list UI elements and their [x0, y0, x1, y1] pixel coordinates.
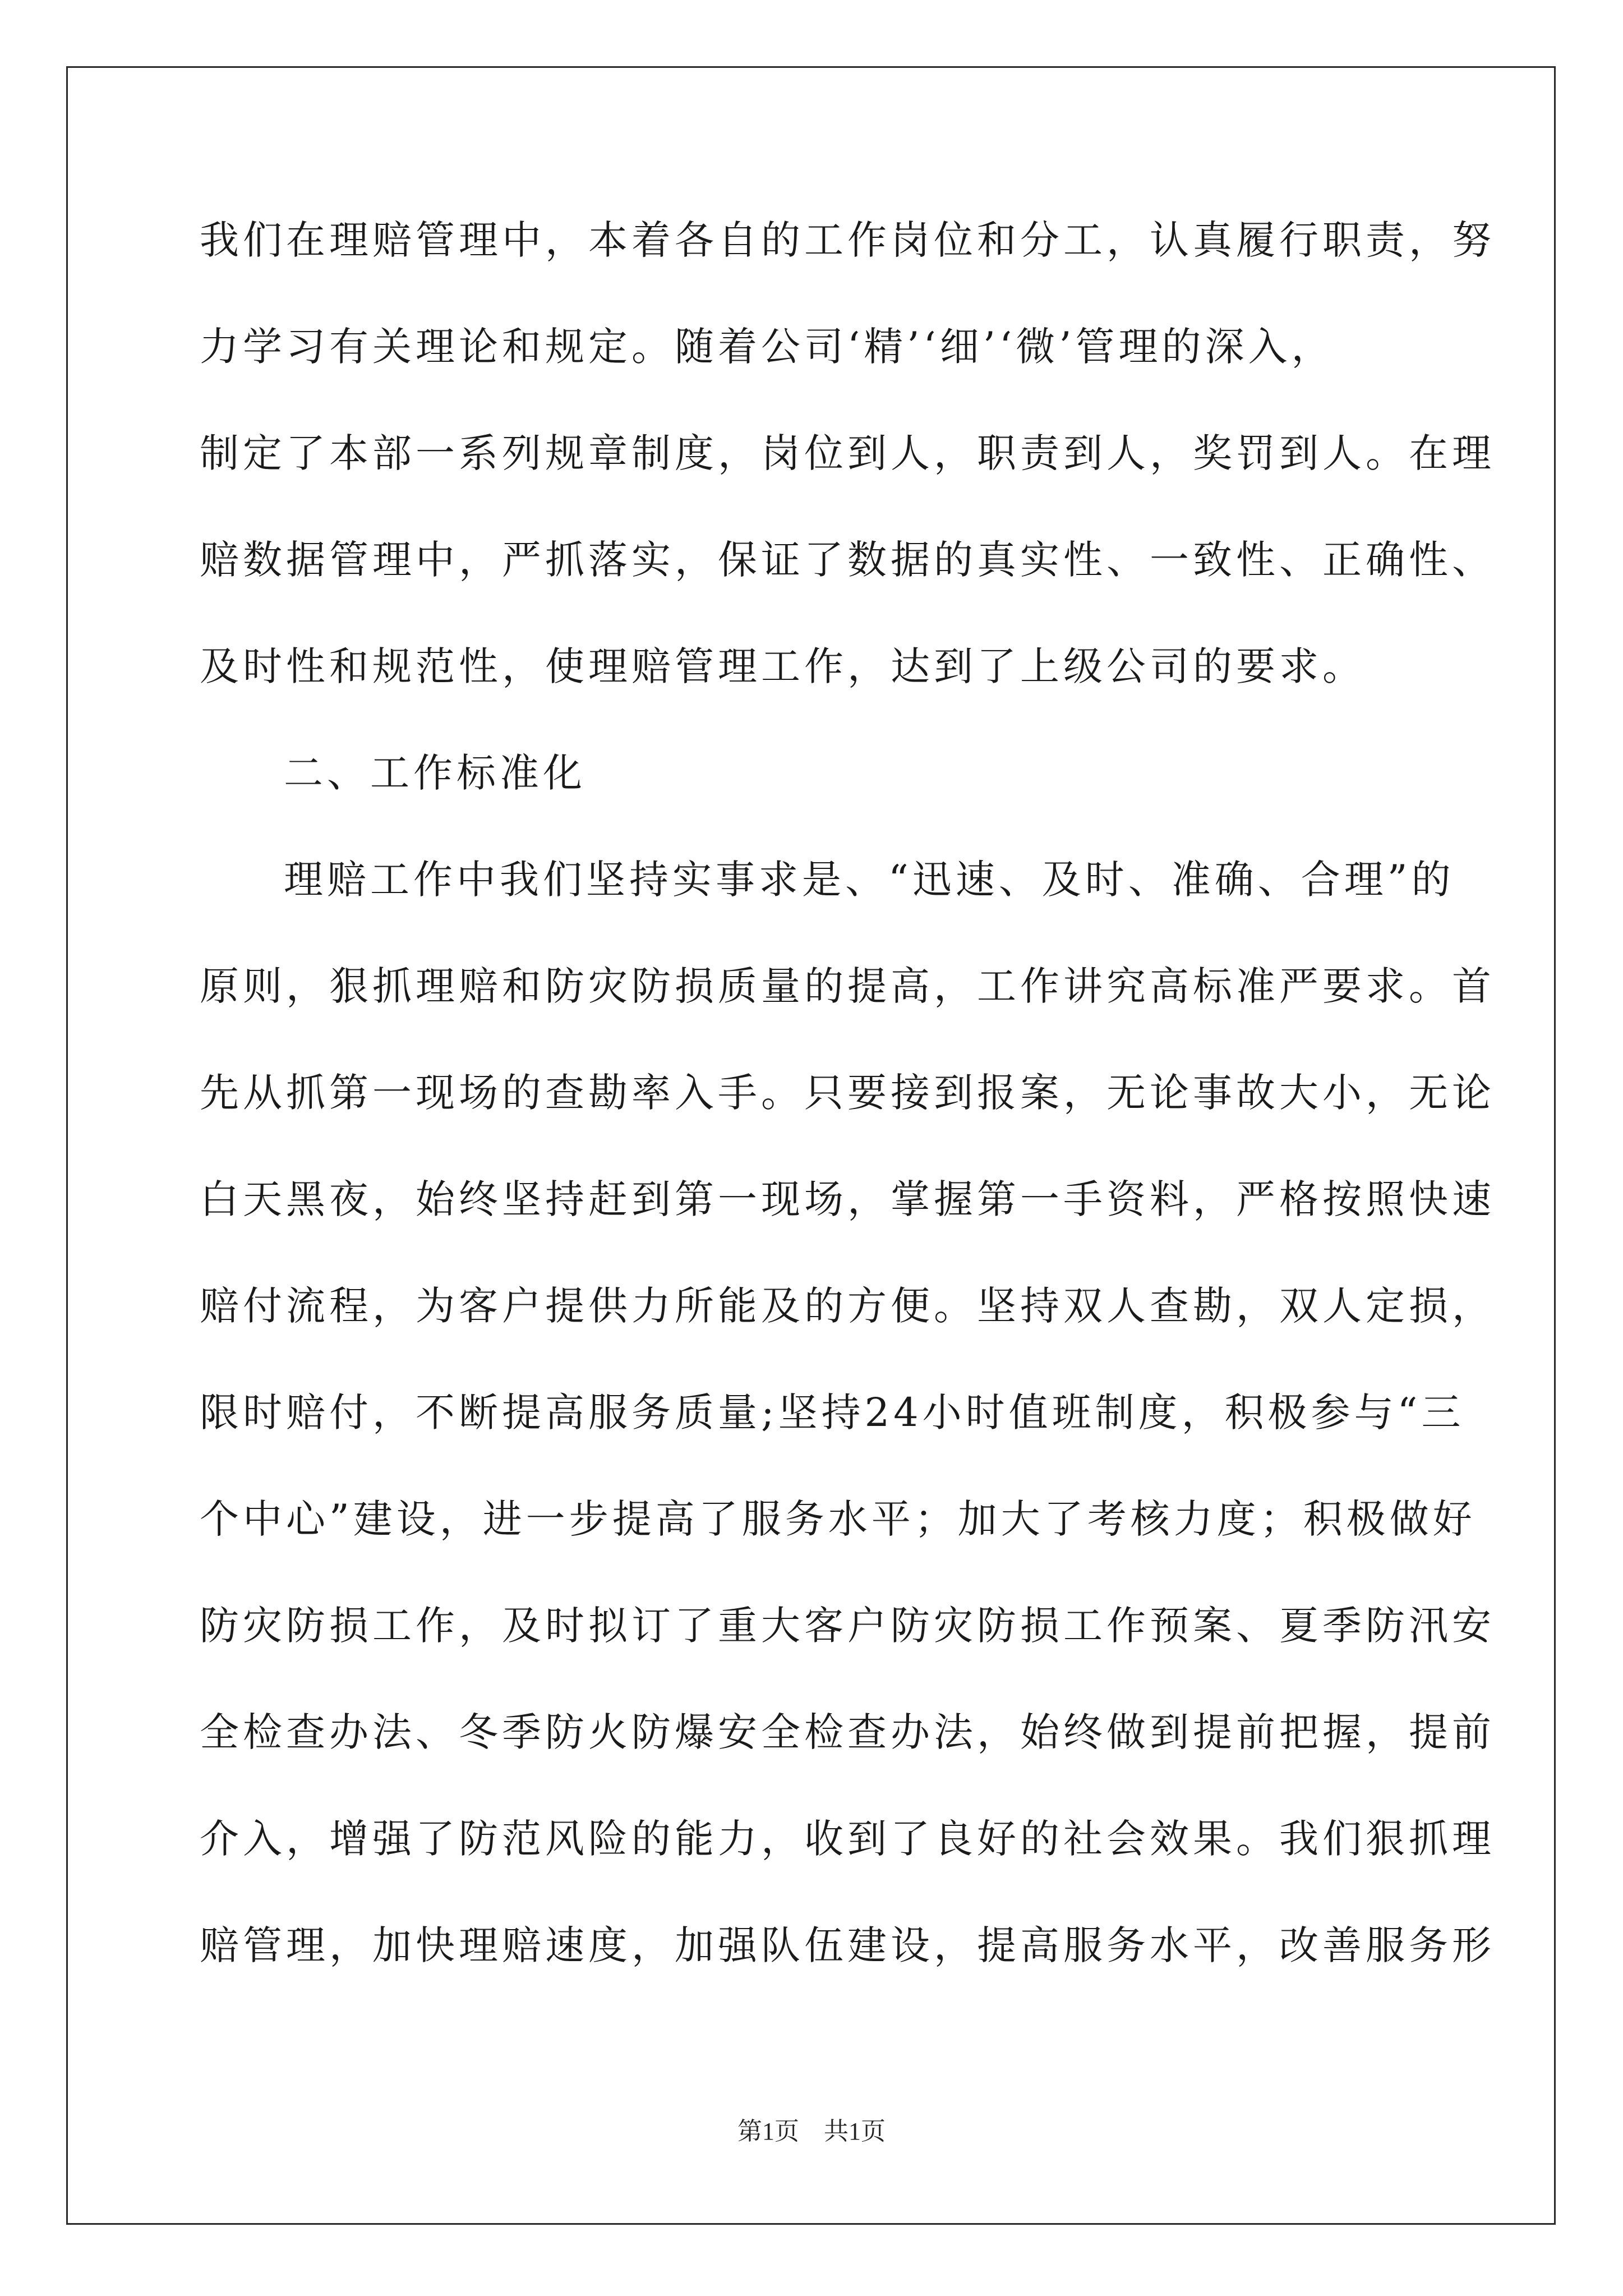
paragraph-line: 限时赔付，不断提高服务质量;坚持24小时值班制度，积极参与“三 [200, 1389, 1465, 1435]
page-number-footer: 第1页 共1页 [737, 2118, 886, 2145]
paragraph-line: 理赔工作中我们坚持实事求是、“迅速、及时、准确、合理”的 [284, 857, 1455, 903]
paragraph-line: 及时性和规范性，使理赔管理工作，达到了上级公司的要求。 [200, 643, 1366, 689]
paragraph-line: 力学习有关理论和规定。随着公司‘精’‘细’‘微’管理的深入， [200, 324, 1335, 370]
page-border [66, 66, 1556, 2225]
paragraph-line: 赔管理，加快理赔速度，加强队伍建设，提高服务水平，改善服务形 [200, 1922, 1495, 1968]
paragraph-line: 个中心”建设，进一步提高了服务水平；加大了考核力度；积极做好 [200, 1496, 1476, 1542]
paragraph-line: 介入，增强了防范风险的能力，收到了良好的社会效果。我们狠抓理 [200, 1816, 1495, 1862]
paragraph-line: 先从抓第一现场的查勘率入手。只要接到报案，无论事故大小，无论 [200, 1070, 1495, 1116]
section-heading: 二、工作标准化 [284, 750, 586, 796]
paragraph-line: 制定了本部一系列规章制度，岗位到人，职责到人，奖罚到人。在理 [200, 430, 1495, 476]
paragraph-line: 白天黑夜，始终坚持赶到第一现场，掌握第一手资料，严格按照快速 [200, 1176, 1495, 1222]
paragraph-line: 防灾防损工作，及时拟订了重大客户防灾防损工作预案、夏季防汛安 [200, 1603, 1495, 1649]
paragraph-line: 赔数据管理中，严抓落实，保证了数据的真实性、一致性、正确性、 [200, 537, 1495, 583]
paragraph-line: 全检查办法、冬季防火防爆安全检查办法，始终做到提前把握，提前 [200, 1709, 1495, 1755]
paragraph-line: 原则，狠抓理赔和防灾防损质量的提高，工作讲究高标准严要求。首 [200, 963, 1495, 1009]
paragraph-line: 我们在理赔管理中，本着各自的工作岗位和分工，认真履行职责，努 [200, 217, 1495, 263]
paragraph-line: 赔付流程，为客户提供力所能及的方便。坚持双人查勘，双人定损， [200, 1283, 1495, 1329]
